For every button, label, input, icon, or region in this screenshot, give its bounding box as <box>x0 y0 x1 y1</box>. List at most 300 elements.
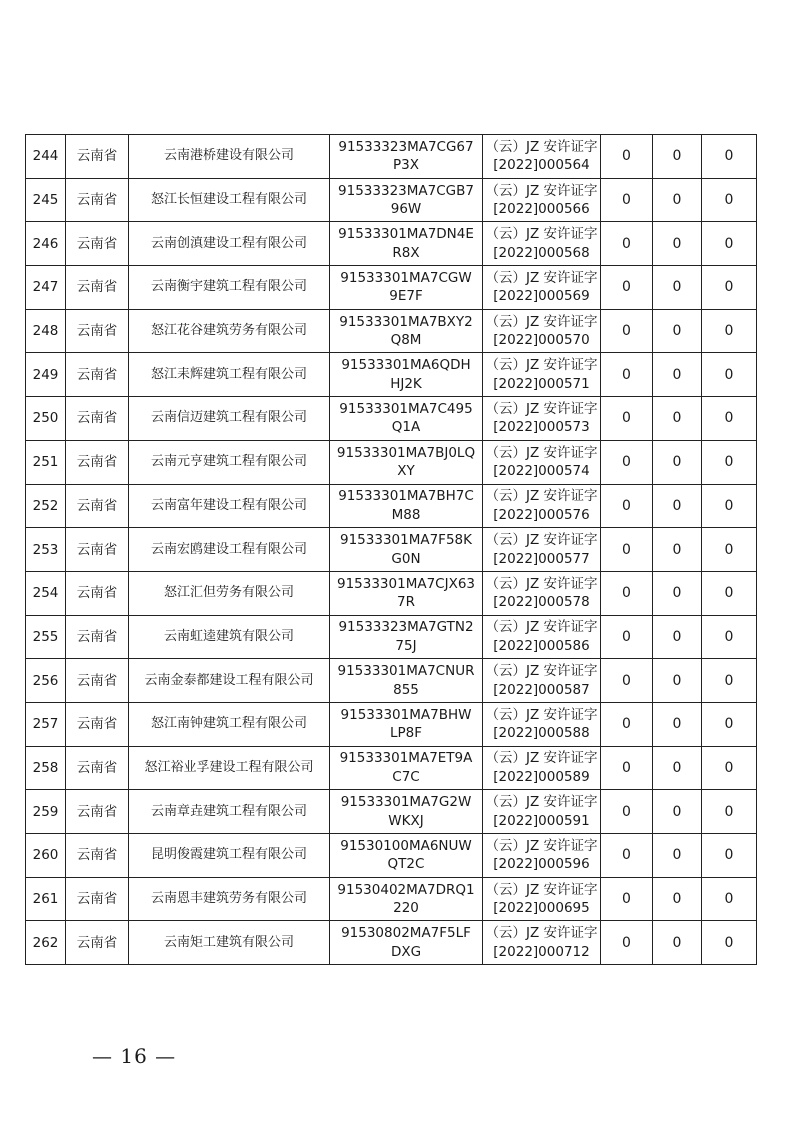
company-name-cell <box>129 178 330 222</box>
company-name-cell-text: 云南元亨建筑工程有限公司 <box>150 454 307 470</box>
credit-code-cell <box>330 921 483 965</box>
credit-code-cell-text: 855 <box>393 681 419 698</box>
count-cell-2-text: 0 <box>672 323 682 340</box>
credit-code-cell-text: 91533301MA7BJ0LQ <box>336 444 476 461</box>
row-number-cell-text: 257 <box>32 716 59 733</box>
province-cell <box>66 659 129 703</box>
count-cell-1-text: 0 <box>622 497 631 514</box>
permit-number-cell-text: （云）JZ 安许证字 <box>485 269 598 286</box>
permit-number-cell-text: [2022]000586 <box>493 637 590 654</box>
table-row <box>26 615 757 659</box>
credit-code-cell-text: LP8F <box>389 725 423 742</box>
count-cell-1 <box>601 222 653 266</box>
count-cell-3 <box>702 484 757 528</box>
row-number-cell <box>26 746 66 790</box>
permit-number-cell <box>483 877 601 921</box>
table-row <box>26 135 757 179</box>
province-cell-text: 云南省 <box>76 235 118 252</box>
permit-number-cell-text: [2022]000591 <box>493 812 590 829</box>
count-cell-1-text: 0 <box>622 628 631 645</box>
permit-number-cell <box>483 309 601 353</box>
count-cell-1-text: 0 <box>622 323 631 340</box>
table-row <box>26 178 757 222</box>
company-name-cell <box>129 790 330 834</box>
count-cell-1 <box>601 746 653 790</box>
permit-number-cell-text: （云）JZ 安许证字 <box>485 226 598 243</box>
count-cell-2 <box>653 353 702 397</box>
count-cell-1-text: 0 <box>622 716 631 733</box>
count-cell-3 <box>702 834 757 878</box>
count-cell-1 <box>601 702 653 746</box>
permit-number-cell-text: [2022]000712 <box>493 943 590 960</box>
row-number-cell <box>26 790 66 834</box>
count-cell-2-text: 0 <box>672 585 682 602</box>
credit-code-cell-text: 91533301MA7CJX63 <box>336 575 476 592</box>
credit-code-cell-text: 91533323MA7CGB7 <box>338 182 474 199</box>
count-cell-2-text: 0 <box>672 847 682 864</box>
count-cell-1 <box>601 397 653 441</box>
count-cell-3 <box>702 397 757 441</box>
company-name-cell <box>129 571 330 615</box>
company-name-cell <box>129 309 330 353</box>
row-number-cell <box>26 440 66 484</box>
table-row <box>26 921 757 965</box>
row-number-cell <box>26 135 66 179</box>
credit-code-cell <box>330 702 483 746</box>
province-cell <box>66 309 129 353</box>
count-cell-3-text: 0 <box>724 279 734 296</box>
province-cell <box>66 746 129 790</box>
company-name-cell-text: 云南虹逵建筑有限公司 <box>163 628 294 644</box>
credit-code-cell <box>330 222 483 266</box>
count-cell-2 <box>653 266 702 310</box>
count-cell-2 <box>653 615 702 659</box>
count-cell-3 <box>702 528 757 572</box>
table-row <box>26 790 757 834</box>
count-cell-2-text: 0 <box>672 934 682 951</box>
count-cell-1-text: 0 <box>622 279 631 296</box>
permit-number-cell-text: （云）JZ 安许证字 <box>485 444 598 461</box>
permit-number-cell-text: [2022]000571 <box>493 375 590 392</box>
count-cell-3-text: 0 <box>724 192 734 209</box>
count-cell-1 <box>601 484 653 528</box>
province-cell-text: 云南省 <box>76 323 118 340</box>
row-number-cell <box>26 877 66 921</box>
count-cell-1 <box>601 440 653 484</box>
count-cell-3-text: 0 <box>724 454 734 471</box>
count-cell-2 <box>653 440 702 484</box>
province-cell-text: 云南省 <box>76 454 118 471</box>
permit-number-cell-text: [2022]000596 <box>493 856 590 873</box>
count-cell-2 <box>653 484 702 528</box>
company-name-cell <box>129 921 330 965</box>
credit-code-cell-text: DXG <box>390 943 422 960</box>
row-number-cell-text: 262 <box>32 934 59 951</box>
count-cell-3-text: 0 <box>724 891 734 908</box>
credit-code-cell-text: 75J <box>395 637 417 654</box>
table-row <box>26 440 757 484</box>
credit-code-cell-text: WKXJ <box>388 812 424 829</box>
permit-number-cell-text: [2022]000564 <box>493 157 590 174</box>
credit-code-cell <box>330 353 483 397</box>
credit-code-cell-text: 91533301MA7CNUR <box>337 663 475 680</box>
count-cell-2 <box>653 222 702 266</box>
permit-number-cell-text: （云）JZ 安许证字 <box>485 532 598 549</box>
province-cell <box>66 571 129 615</box>
company-name-cell <box>129 397 330 441</box>
row-number-cell <box>26 615 66 659</box>
permit-number-cell-text: （云）JZ 安许证字 <box>485 313 598 330</box>
credit-code-cell-text: 91533301MA7C495 <box>339 400 473 417</box>
credit-code-cell-text: 91533301MA7BXY2 <box>339 313 473 330</box>
count-cell-3-text: 0 <box>724 847 734 864</box>
row-number-cell-text: 250 <box>32 410 59 427</box>
credit-code-cell-text: 91533301MA7DN4E <box>338 226 474 243</box>
company-name-cell-text: 怒江花谷建筑劳务有限公司 <box>150 323 307 339</box>
permit-number-cell-text: （云）JZ 安许证字 <box>485 619 598 636</box>
permit-number-cell <box>483 746 601 790</box>
company-name-cell <box>129 528 330 572</box>
company-name-cell-text: 云南富年建设工程有限公司 <box>150 497 307 513</box>
count-cell-3 <box>702 309 757 353</box>
credit-code-cell-text: HJ2K <box>390 375 422 392</box>
permit-number-cell-text: [2022]000569 <box>493 288 590 305</box>
company-name-cell <box>129 834 330 878</box>
credit-code-cell-text: M88 <box>391 506 421 523</box>
credit-code-cell-text: 91533301MA7ET9A <box>339 750 473 767</box>
permit-number-cell-text: [2022]000577 <box>493 550 590 567</box>
province-cell <box>66 790 129 834</box>
permit-number-cell <box>483 528 601 572</box>
row-number-cell-text: 256 <box>32 672 59 689</box>
count-cell-2 <box>653 921 702 965</box>
permit-number-cell-text: （云）JZ 安许证字 <box>485 750 598 767</box>
count-cell-2-text: 0 <box>672 235 682 252</box>
row-number-cell <box>26 222 66 266</box>
company-name-cell <box>129 353 330 397</box>
permit-number-cell-text: （云）JZ 安许证字 <box>485 488 598 505</box>
count-cell-3 <box>702 135 757 179</box>
credit-code-cell <box>330 746 483 790</box>
permit-number-cell-text: [2022]000578 <box>493 594 590 611</box>
row-number-cell <box>26 266 66 310</box>
row-number-cell-text: 254 <box>32 585 59 602</box>
count-cell-3-text: 0 <box>724 628 734 645</box>
credit-code-cell <box>330 528 483 572</box>
row-number-cell-text: 247 <box>32 279 59 296</box>
company-name-cell <box>129 746 330 790</box>
table-row <box>26 746 757 790</box>
count-cell-2-text: 0 <box>672 454 682 471</box>
count-cell-3-text: 0 <box>724 585 734 602</box>
province-cell <box>66 484 129 528</box>
province-cell <box>66 615 129 659</box>
count-cell-2 <box>653 528 702 572</box>
count-cell-2-text: 0 <box>672 628 682 645</box>
credit-code-cell-text: 220 <box>393 900 419 917</box>
province-cell-text: 云南省 <box>76 585 118 602</box>
permit-number-cell <box>483 222 601 266</box>
company-name-cell <box>129 484 330 528</box>
count-cell-3 <box>702 440 757 484</box>
permit-number-cell <box>483 178 601 222</box>
credit-code-cell <box>330 571 483 615</box>
province-cell-text: 云南省 <box>76 803 118 820</box>
credit-code-cell <box>330 877 483 921</box>
count-cell-2-text: 0 <box>672 759 682 776</box>
count-cell-1 <box>601 834 653 878</box>
row-number-cell <box>26 659 66 703</box>
count-cell-3-text: 0 <box>724 759 734 776</box>
table-row <box>26 353 757 397</box>
permit-number-cell-text: [2022]000695 <box>493 900 590 917</box>
count-cell-1-text: 0 <box>622 410 631 427</box>
permit-number-cell <box>483 397 601 441</box>
row-number-cell-text: 253 <box>32 541 59 558</box>
company-name-cell-text: 怒江汇但劳务有限公司 <box>163 585 294 601</box>
province-cell <box>66 266 129 310</box>
table-row <box>26 397 757 441</box>
row-number-cell-text: 249 <box>32 366 59 383</box>
company-name-cell-text: 云南创滇建设工程有限公司 <box>150 235 307 251</box>
count-cell-3-text: 0 <box>724 323 734 340</box>
permit-number-cell <box>483 659 601 703</box>
table-body <box>26 135 757 965</box>
row-number-cell <box>26 397 66 441</box>
company-name-cell <box>129 615 330 659</box>
count-cell-3-text: 0 <box>724 497 734 514</box>
count-cell-1 <box>601 615 653 659</box>
province-cell <box>66 440 129 484</box>
row-number-cell <box>26 353 66 397</box>
row-number-cell-text: 246 <box>32 235 59 252</box>
enterprise-table <box>25 134 757 965</box>
table-row <box>26 309 757 353</box>
province-cell-text: 云南省 <box>76 716 118 733</box>
credit-code-cell-text: 91533323MA7CG67 <box>338 138 474 155</box>
permit-number-cell-text: [2022]000587 <box>493 681 590 698</box>
province-cell-text: 云南省 <box>76 934 118 951</box>
company-name-cell <box>129 266 330 310</box>
count-cell-2 <box>653 790 702 834</box>
company-name-cell-text: 云南港桥建设有限公司 <box>163 148 294 164</box>
permit-number-cell-text: [2022]000566 <box>493 201 590 218</box>
province-cell <box>66 834 129 878</box>
permit-number-cell-text: （云）JZ 安许证字 <box>485 138 598 155</box>
credit-code-cell <box>330 484 483 528</box>
company-name-cell-text: 怒江长恒建设工程有限公司 <box>150 192 307 208</box>
permit-number-cell-text: （云）JZ 安许证字 <box>485 663 598 680</box>
row-number-cell <box>26 178 66 222</box>
credit-code-cell <box>330 659 483 703</box>
credit-code-cell-text: 91533301MA7G2W <box>340 794 472 811</box>
company-name-cell <box>129 440 330 484</box>
province-cell-text: 云南省 <box>76 279 118 296</box>
count-cell-2 <box>653 571 702 615</box>
company-name-cell-text: 昆明俊霞建筑工程有限公司 <box>150 847 307 863</box>
count-cell-3-text: 0 <box>724 716 734 733</box>
credit-code-cell-text: 91533301MA7F58K <box>340 532 472 549</box>
count-cell-1 <box>601 659 653 703</box>
province-cell-text: 云南省 <box>76 410 118 427</box>
count-cell-3-text: 0 <box>724 235 734 252</box>
row-number-cell-text: 244 <box>32 148 59 165</box>
province-cell <box>66 353 129 397</box>
row-number-cell <box>26 834 66 878</box>
credit-code-cell-text: 7R <box>397 594 415 611</box>
credit-code-cell <box>330 266 483 310</box>
count-cell-1 <box>601 921 653 965</box>
credit-code-cell-text: Q8M <box>390 332 422 349</box>
province-cell-text: 云南省 <box>76 628 118 645</box>
permit-number-cell <box>483 571 601 615</box>
count-cell-3-text: 0 <box>724 366 734 383</box>
company-name-cell <box>129 222 330 266</box>
province-cell-text: 云南省 <box>76 847 118 864</box>
credit-code-cell-text: 91533301MA7BHW <box>340 706 472 723</box>
permit-number-cell-text: [2022]000576 <box>493 506 590 523</box>
count-cell-3 <box>702 615 757 659</box>
credit-code-cell <box>330 790 483 834</box>
count-cell-1-text: 0 <box>622 192 631 209</box>
table-row <box>26 484 757 528</box>
count-cell-2 <box>653 178 702 222</box>
credit-code-cell <box>330 309 483 353</box>
permit-number-cell <box>483 921 601 965</box>
company-name-cell-text: 怒江南钟建筑工程有限公司 <box>150 716 307 732</box>
count-cell-1 <box>601 877 653 921</box>
count-cell-3 <box>702 746 757 790</box>
count-cell-2-text: 0 <box>672 803 682 820</box>
count-cell-1-text: 0 <box>622 934 631 951</box>
row-number-cell-text: 248 <box>32 323 59 340</box>
count-cell-1-text: 0 <box>622 541 631 558</box>
count-cell-2 <box>653 309 702 353</box>
credit-code-cell-text: 96W <box>390 201 422 218</box>
count-cell-3-text: 0 <box>724 541 734 558</box>
province-cell <box>66 397 129 441</box>
credit-code-cell-text: XY <box>397 463 415 480</box>
count-cell-3-text: 0 <box>724 148 734 165</box>
permit-number-cell-text: （云）JZ 安许证字 <box>485 575 598 592</box>
province-cell-text: 云南省 <box>76 759 118 776</box>
count-cell-3 <box>702 571 757 615</box>
count-cell-2-text: 0 <box>672 672 682 689</box>
province-cell <box>66 877 129 921</box>
count-cell-2-text: 0 <box>672 192 682 209</box>
row-number-cell <box>26 702 66 746</box>
permit-number-cell-text: [2022]000573 <box>493 419 590 436</box>
province-cell-text: 云南省 <box>76 148 118 165</box>
company-name-cell-text: 云南恩丰建筑劳务有限公司 <box>150 891 307 907</box>
count-cell-2 <box>653 746 702 790</box>
count-cell-3 <box>702 659 757 703</box>
credit-code-cell-text: C7C <box>392 768 420 785</box>
permit-number-cell <box>483 484 601 528</box>
province-cell <box>66 528 129 572</box>
province-cell-text: 云南省 <box>76 497 118 514</box>
row-number-cell-text: 255 <box>32 628 59 645</box>
row-number-cell <box>26 528 66 572</box>
row-number-cell-text: 259 <box>32 803 59 820</box>
credit-code-cell <box>330 615 483 659</box>
count-cell-2-text: 0 <box>672 148 682 165</box>
province-cell-text: 云南省 <box>76 541 118 558</box>
count-cell-3 <box>702 790 757 834</box>
count-cell-1-text: 0 <box>622 803 631 820</box>
company-name-cell <box>129 877 330 921</box>
permit-number-cell <box>483 615 601 659</box>
count-cell-1-text: 0 <box>622 148 631 165</box>
count-cell-3 <box>702 702 757 746</box>
table-row <box>26 877 757 921</box>
count-cell-2-text: 0 <box>672 891 682 908</box>
company-name-cell-text: 云南信迈建筑工程有限公司 <box>150 410 307 426</box>
credit-code-cell-text: Q1A <box>391 419 421 436</box>
table-row <box>26 702 757 746</box>
count-cell-2-text: 0 <box>672 716 682 733</box>
count-cell-1-text: 0 <box>622 235 631 252</box>
credit-code-cell-text: 91533301MA7BH7C <box>338 488 474 505</box>
province-cell-text: 云南省 <box>76 672 118 689</box>
company-name-cell-text: 怒江耒辉建筑工程有限公司 <box>150 366 307 382</box>
count-cell-3 <box>702 877 757 921</box>
permit-number-cell-text: [2022]000568 <box>493 244 590 261</box>
province-cell <box>66 921 129 965</box>
company-name-cell <box>129 135 330 179</box>
row-number-cell <box>26 484 66 528</box>
company-name-cell <box>129 659 330 703</box>
province-cell <box>66 135 129 179</box>
credit-code-cell-text: R8X <box>392 244 420 261</box>
count-cell-3 <box>702 353 757 397</box>
count-cell-1 <box>601 266 653 310</box>
company-name-cell-text: 怒江裕业孚建设工程有限公司 <box>144 759 314 775</box>
table-row <box>26 528 757 572</box>
permit-number-cell-text: [2022]000588 <box>493 725 590 742</box>
credit-code-cell-text: G0N <box>391 550 421 567</box>
permit-number-cell-text: （云）JZ 安许证字 <box>485 925 598 942</box>
count-cell-1 <box>601 790 653 834</box>
count-cell-1-text: 0 <box>622 585 631 602</box>
count-cell-3 <box>702 921 757 965</box>
credit-code-cell <box>330 440 483 484</box>
count-cell-3 <box>702 178 757 222</box>
row-number-cell <box>26 309 66 353</box>
row-number-cell-text: 258 <box>32 759 59 776</box>
page-number: — 16 — <box>92 1044 177 1068</box>
table-row <box>26 659 757 703</box>
company-name-cell-text: 云南宏鸥建设工程有限公司 <box>150 541 307 557</box>
permit-number-cell-text: [2022]000574 <box>493 463 590 480</box>
credit-code-cell-text: QT2C <box>387 856 425 873</box>
row-number-cell-text: 260 <box>32 847 59 864</box>
company-name-cell <box>129 702 330 746</box>
credit-code-cell <box>330 178 483 222</box>
credit-code-cell-text: 91530100MA6NUW <box>340 837 472 854</box>
count-cell-1 <box>601 571 653 615</box>
count-cell-1 <box>601 528 653 572</box>
company-name-cell-text: 云南章垚建筑工程有限公司 <box>150 803 307 819</box>
credit-code-cell-text: 9E7F <box>389 288 423 305</box>
credit-code-cell-text: 91533323MA7GTN2 <box>338 619 474 636</box>
row-number-cell-text: 252 <box>32 497 59 514</box>
permit-number-cell-text: （云）JZ 安许证字 <box>485 400 598 417</box>
count-cell-2-text: 0 <box>672 279 682 296</box>
row-number-cell-text: 261 <box>32 891 59 908</box>
count-cell-1-text: 0 <box>622 759 631 776</box>
count-cell-2 <box>653 659 702 703</box>
